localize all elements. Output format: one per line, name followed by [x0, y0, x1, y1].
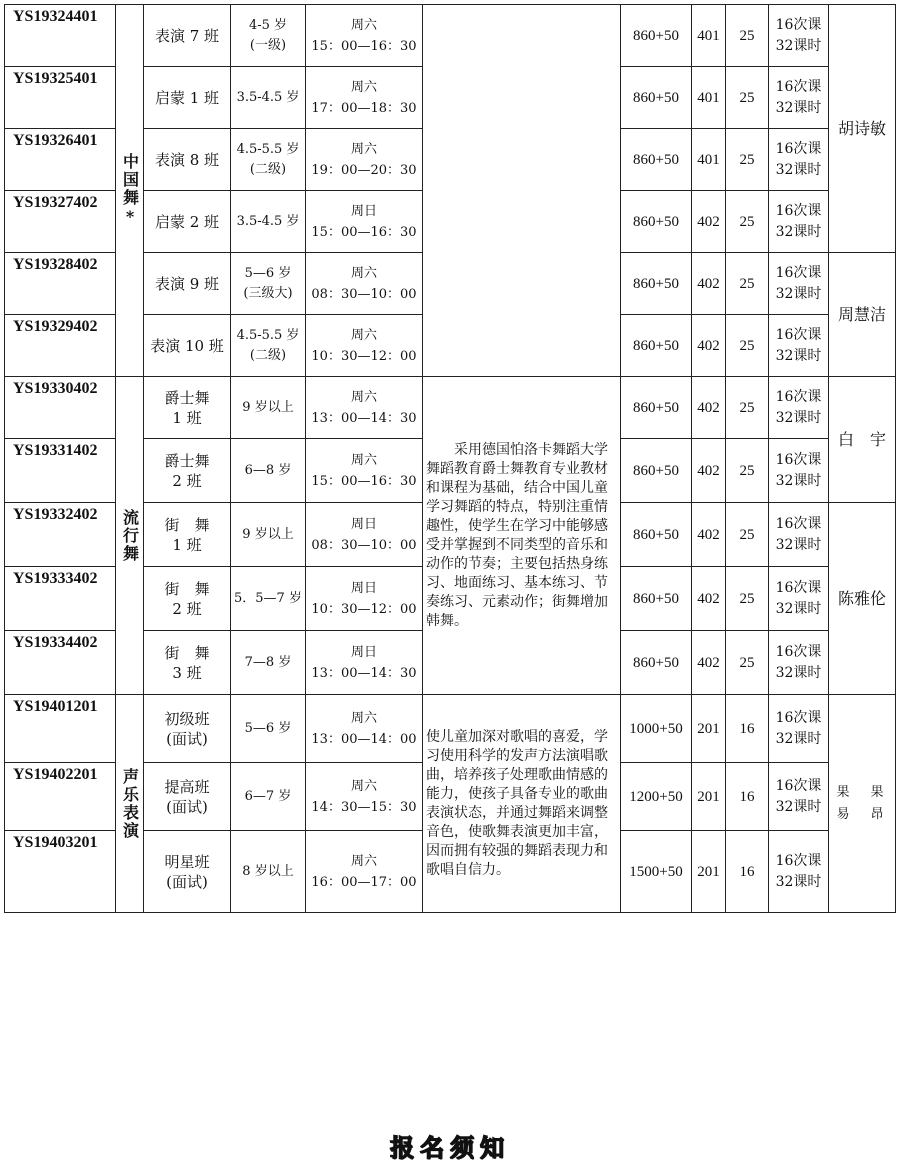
- session-line: 16次课: [775, 140, 822, 157]
- tuition-fee: 860+50: [621, 253, 692, 315]
- course-description: 使儿童加深对歌唱的喜爱，学习使用科学的发声方法演唱歌曲，培养孩子处理歌曲情感的能力，使孩子具备专业的歌曲表演状态，并通过舞蹈来调整音色，使歌舞表演更加丰富，因而拥有较强的舞蹈表现力和歌唱自信力。: [423, 695, 621, 913]
- age-line: 6—8 岁: [244, 462, 292, 478]
- class-time: [306, 191, 423, 253]
- session-line: 32课时: [775, 873, 822, 890]
- class-code: YS19330402: [5, 377, 116, 439]
- age-line: 4.5-5.5 岁: [236, 327, 300, 343]
- class-code: YS19328402: [5, 253, 116, 315]
- age-line: 9 岁以上: [242, 399, 294, 415]
- time-line: 周日: [350, 644, 377, 660]
- class-name: [144, 695, 231, 763]
- time-line: 13：00—14：30: [311, 665, 417, 681]
- age-line: 3.5-4.5 岁: [236, 89, 300, 105]
- teacher-name-line: 白 宇: [837, 429, 886, 449]
- session-line: 16次课: [775, 388, 822, 405]
- session-line: 16次课: [775, 326, 822, 343]
- classroom: 402: [692, 191, 726, 253]
- class-name-line: 明星班: [164, 852, 210, 871]
- session-line: 32课时: [775, 798, 822, 815]
- classroom: 402: [692, 377, 726, 439]
- class-code: YS19327402: [5, 191, 116, 253]
- time-line: 15：00—16：30: [311, 473, 417, 489]
- tuition-fee: 860+50: [621, 129, 692, 191]
- class-name-line: 街 舞: [164, 579, 210, 598]
- class-schedule-table: [4, 4, 896, 913]
- age-range: [231, 831, 306, 913]
- session-line: 32课时: [775, 99, 822, 116]
- class-name-line: (面试): [166, 872, 208, 891]
- session-count: [769, 377, 829, 439]
- class-code: YS19324401: [5, 5, 116, 67]
- time-line: 周六: [350, 17, 377, 33]
- capacity: 16: [726, 695, 769, 763]
- class-time: [306, 567, 423, 631]
- tuition-fee: 1500+50: [621, 831, 692, 913]
- session-count: [769, 631, 829, 695]
- capacity: 25: [726, 315, 769, 377]
- age-range: [231, 439, 306, 503]
- capacity: 25: [726, 631, 769, 695]
- class-name-line: 1 班: [172, 535, 202, 554]
- teacher-name-line: 陈雅伦: [837, 588, 886, 608]
- age-range: [231, 695, 306, 763]
- age-range: [231, 631, 306, 695]
- class-code: YS19403201: [5, 831, 116, 913]
- class-name: [144, 439, 231, 503]
- class-code: YS19402201: [5, 763, 116, 831]
- session-line: 32课时: [775, 536, 822, 553]
- classroom: 402: [692, 631, 726, 695]
- teacher-name-line: 易 昂: [836, 806, 888, 822]
- age-line: 5—6 岁: [244, 720, 292, 736]
- session-line: 16次课: [775, 643, 822, 660]
- session-line: 32课时: [775, 285, 822, 302]
- class-time: [306, 763, 423, 831]
- classroom: 402: [692, 253, 726, 315]
- class-name-line: 爵士舞: [164, 388, 210, 407]
- time-line: 15：00—16：30: [311, 38, 417, 54]
- class-name-line: 启蒙 1 班: [154, 88, 220, 107]
- classroom: 201: [692, 763, 726, 831]
- session-line: 32课时: [775, 223, 822, 240]
- class-code: YS19334402: [5, 631, 116, 695]
- time-line: 周六: [350, 389, 377, 405]
- time-line: 13：00—14：30: [311, 410, 417, 426]
- tuition-fee: 1000+50: [621, 695, 692, 763]
- teacher-name: [829, 503, 896, 695]
- age-line: 6—7 岁: [244, 788, 292, 804]
- teacher-name-line: 胡诗敏: [837, 118, 886, 138]
- class-name-line: 表演 10 班: [150, 336, 224, 355]
- class-name-line: 1 班: [172, 408, 202, 427]
- tuition-fee: 860+50: [621, 567, 692, 631]
- session-line: 16次课: [775, 852, 822, 869]
- class-time: [306, 439, 423, 503]
- tuition-fee: 860+50: [621, 315, 692, 377]
- time-line: 16：00—17：00: [311, 874, 417, 890]
- session-count: [769, 5, 829, 67]
- class-time: [306, 253, 423, 315]
- tuition-fee: 860+50: [621, 377, 692, 439]
- age-line: 5．5—7 岁: [234, 590, 302, 606]
- age-range: [231, 253, 306, 315]
- age-line: 4-5 岁: [248, 17, 288, 33]
- session-count: [769, 253, 829, 315]
- class-name-line: 街 舞: [164, 643, 210, 662]
- session-line: 32课时: [775, 409, 822, 426]
- time-line: 08：30—10：00: [311, 537, 417, 553]
- class-code: YS19332402: [5, 503, 116, 567]
- age-line: 8 岁以上: [242, 863, 294, 879]
- class-name: [144, 831, 231, 913]
- session-count: [769, 439, 829, 503]
- category-popular-dance: [116, 377, 144, 695]
- age-line: 7—8 岁: [244, 654, 292, 670]
- classroom: 401: [692, 129, 726, 191]
- session-count: [769, 503, 829, 567]
- table-row: [5, 377, 896, 439]
- age-range: [231, 567, 306, 631]
- capacity: 25: [726, 67, 769, 129]
- time-line: 周日: [350, 516, 377, 532]
- time-line: 周六: [350, 327, 377, 343]
- tuition-fee: 860+50: [621, 5, 692, 67]
- class-name: [144, 253, 231, 315]
- session-line: 16次课: [775, 264, 822, 281]
- class-name-line: 表演 7 班: [154, 26, 220, 45]
- capacity: 25: [726, 567, 769, 631]
- time-line: 周六: [350, 79, 377, 95]
- age-range: [231, 503, 306, 567]
- class-name-line: 2 班: [172, 599, 202, 618]
- tuition-fee: 860+50: [621, 439, 692, 503]
- age-line: (二级): [249, 161, 287, 177]
- registration-notice-title: 报名须知: [390, 1134, 510, 1162]
- classroom: 402: [692, 315, 726, 377]
- age-line: (三级大): [243, 285, 293, 301]
- capacity: 25: [726, 377, 769, 439]
- class-name-line: 提高班: [164, 777, 210, 796]
- class-name: [144, 503, 231, 567]
- classroom: 401: [692, 5, 726, 67]
- age-line: 3.5-4.5 岁: [236, 213, 300, 229]
- session-line: 16次课: [775, 515, 822, 532]
- age-line: (一级): [249, 37, 287, 53]
- class-name-line: 街 舞: [164, 515, 210, 534]
- capacity: 16: [726, 831, 769, 913]
- capacity: 25: [726, 5, 769, 67]
- time-line: 周六: [350, 265, 377, 281]
- class-name: [144, 5, 231, 67]
- teacher-name: [829, 5, 896, 253]
- class-name-line: 爵士舞: [164, 451, 210, 470]
- tuition-fee: 860+50: [621, 191, 692, 253]
- time-line: 10：30—12：00: [311, 348, 417, 364]
- class-code: YS19329402: [5, 315, 116, 377]
- age-range: [231, 5, 306, 67]
- teacher-name: [829, 377, 896, 503]
- capacity: 16: [726, 763, 769, 831]
- tuition-fee: 860+50: [621, 67, 692, 129]
- class-time: [306, 631, 423, 695]
- age-range: [231, 377, 306, 439]
- time-line: 17：00—18：30: [311, 100, 417, 116]
- class-name-line: 启蒙 2 班: [154, 212, 220, 231]
- table-row: [5, 695, 896, 763]
- course-description: [423, 5, 621, 377]
- time-line: 10：30—12：00: [311, 601, 417, 617]
- class-name: [144, 129, 231, 191]
- time-line: 15：00—16：30: [311, 224, 417, 240]
- session-count: [769, 67, 829, 129]
- capacity: 25: [726, 439, 769, 503]
- time-line: 周日: [350, 203, 377, 219]
- class-name-line: 表演 9 班: [154, 274, 220, 293]
- time-line: 13：00—14：00: [311, 731, 417, 747]
- class-name: [144, 631, 231, 695]
- category-vocal: [116, 695, 144, 913]
- age-range: [231, 763, 306, 831]
- session-count: [769, 129, 829, 191]
- class-name: [144, 377, 231, 439]
- class-code: YS19331402: [5, 439, 116, 503]
- class-time: [306, 67, 423, 129]
- class-time: [306, 503, 423, 567]
- classroom: 401: [692, 67, 726, 129]
- class-code: YS19333402: [5, 567, 116, 631]
- class-time: [306, 695, 423, 763]
- age-line: (二级): [249, 347, 287, 363]
- capacity: 25: [726, 253, 769, 315]
- capacity: 25: [726, 503, 769, 567]
- session-count: [769, 315, 829, 377]
- classroom: 402: [692, 503, 726, 567]
- class-time: [306, 129, 423, 191]
- class-name: [144, 191, 231, 253]
- category-label: 流行舞: [120, 508, 140, 563]
- time-line: 周六: [350, 710, 377, 726]
- time-line: 周六: [350, 778, 377, 794]
- session-line: 16次课: [775, 202, 822, 219]
- class-time: [306, 377, 423, 439]
- category-label: 声乐表演: [120, 767, 140, 840]
- session-count: [769, 567, 829, 631]
- class-name: [144, 567, 231, 631]
- session-line: 16次课: [775, 16, 822, 33]
- time-line: 14：30—15：30: [311, 799, 417, 815]
- time-line: 08：30—10：00: [311, 286, 417, 302]
- classroom: 402: [692, 439, 726, 503]
- session-line: 32课时: [775, 600, 822, 617]
- session-line: 32课时: [775, 37, 822, 54]
- age-range: [231, 129, 306, 191]
- teacher-name: [829, 695, 896, 913]
- class-name-line: 2 班: [172, 471, 202, 490]
- class-name: [144, 763, 231, 831]
- session-line: 16次课: [775, 709, 822, 726]
- capacity: 25: [726, 191, 769, 253]
- category-chinese-dance: [116, 5, 144, 377]
- time-line: 周六: [350, 853, 377, 869]
- capacity: 25: [726, 129, 769, 191]
- classroom: 201: [692, 695, 726, 763]
- class-time: [306, 831, 423, 913]
- session-line: 32课时: [775, 472, 822, 489]
- session-line: 32课时: [775, 347, 822, 364]
- course-description: 采用德国怕洛卡舞蹈大学舞蹈教育爵士舞教育专业教材和课程为基础，结合中国儿童学习舞蹈的特点，特别注重情趣性，使学生在学习中能够感受并掌握到不同类型的音乐和动作的节奏；主要包括热身练习、地面练习、基本练习、节奏练习、元素动作；街舞增加韩舞。: [423, 377, 621, 695]
- session-count: [769, 191, 829, 253]
- teacher-name: [829, 253, 896, 377]
- class-name-line: (面试): [166, 729, 208, 748]
- class-name-line: (面试): [166, 797, 208, 816]
- age-line: 9 岁以上: [242, 526, 294, 542]
- session-line: 16次课: [775, 777, 822, 794]
- time-line: 周日: [350, 580, 377, 596]
- class-time: [306, 5, 423, 67]
- classroom: 402: [692, 567, 726, 631]
- age-line: 5—6 岁: [244, 265, 292, 281]
- age-line: 4.5-5.5 岁: [236, 141, 300, 157]
- time-line: 周六: [350, 141, 377, 157]
- session-line: 16次课: [775, 451, 822, 468]
- session-count: [769, 695, 829, 763]
- age-range: [231, 315, 306, 377]
- class-name-line: 初级班: [164, 709, 210, 728]
- class-time: [306, 315, 423, 377]
- category-label: 中国舞*: [120, 153, 140, 228]
- time-line: 周六: [350, 452, 377, 468]
- time-line: 19：00—20：30: [311, 162, 417, 178]
- session-line: 32课时: [775, 161, 822, 178]
- tuition-fee: 860+50: [621, 631, 692, 695]
- class-code: YS19401201: [5, 695, 116, 763]
- table-row: [5, 5, 896, 67]
- teacher-name-line: 周慧洁: [837, 304, 886, 324]
- teacher-name-line: 果 果: [836, 784, 888, 800]
- classroom: 201: [692, 831, 726, 913]
- class-name: [144, 67, 231, 129]
- age-range: [231, 191, 306, 253]
- class-name-line: 表演 8 班: [154, 150, 220, 169]
- class-code: YS19325401: [5, 67, 116, 129]
- session-line: 16次课: [775, 78, 822, 95]
- session-line: 16次课: [775, 579, 822, 596]
- tuition-fee: 860+50: [621, 503, 692, 567]
- session-count: [769, 763, 829, 831]
- class-name-line: 3 班: [172, 663, 202, 682]
- class-code: YS19326401: [5, 129, 116, 191]
- session-count: [769, 831, 829, 913]
- class-name: [144, 315, 231, 377]
- tuition-fee: 1200+50: [621, 763, 692, 831]
- age-range: [231, 67, 306, 129]
- session-line: 32课时: [775, 730, 822, 747]
- session-line: 32课时: [775, 664, 822, 681]
